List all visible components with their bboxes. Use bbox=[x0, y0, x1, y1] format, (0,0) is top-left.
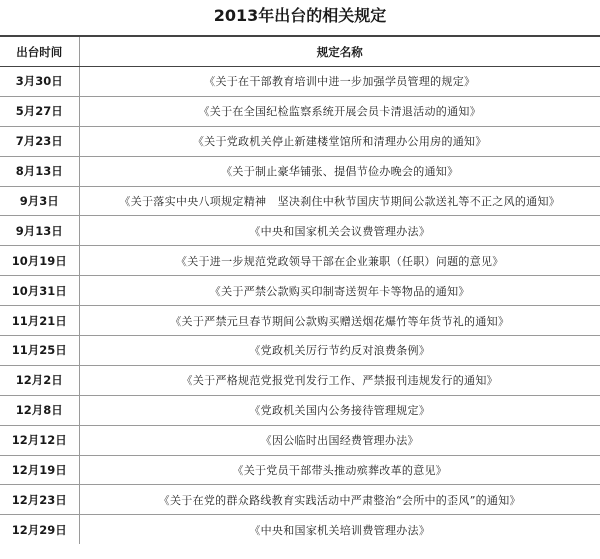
regulation-name-cell: 《关于严格规范党报党刊发行工作、严禁报刊违规发行的通知》 bbox=[79, 365, 600, 395]
regulation-name-cell: 《关于严禁元旦春节期间公款购买赠送烟花爆竹等年货节礼的通知》 bbox=[79, 306, 600, 336]
regulation-name-cell: 《关于党员干部带头推动殡葬改革的意见》 bbox=[79, 455, 600, 485]
regulations-table bbox=[0, 35, 600, 544]
date-cell: 9月13日 bbox=[0, 216, 79, 246]
date-cell: 12月12日 bbox=[0, 425, 79, 455]
regulation-name-cell: 《关于党政机关停止新建楼堂馆所和清理办公用房的通知》 bbox=[79, 126, 600, 156]
table-row bbox=[0, 246, 600, 276]
date-cell: 3月30日 bbox=[0, 67, 79, 97]
regulation-name-cell: 《关于严禁公款购买印制寄送贺年卡等物品的通知》 bbox=[79, 276, 600, 306]
table-row bbox=[0, 96, 600, 126]
date-cell: 11月25日 bbox=[0, 336, 79, 366]
table-row bbox=[0, 515, 600, 544]
table-row bbox=[0, 186, 600, 216]
regulation-name-cell: 《关于在全国纪检监察系统开展会员卡清退活动的通知》 bbox=[79, 96, 600, 126]
date-cell: 12月2日 bbox=[0, 365, 79, 395]
table-row bbox=[0, 216, 600, 246]
table-row bbox=[0, 425, 600, 455]
date-cell: 12月23日 bbox=[0, 485, 79, 515]
regulation-name-cell: 《关于进一步规范党政领导干部在企业兼职（任职）问题的意见》 bbox=[79, 246, 600, 276]
column-header-date: 出台时间 bbox=[0, 36, 79, 67]
table-row bbox=[0, 126, 600, 156]
date-cell: 5月27日 bbox=[0, 96, 79, 126]
table-header-row bbox=[0, 36, 600, 67]
table-row bbox=[0, 156, 600, 186]
date-cell: 12月19日 bbox=[0, 455, 79, 485]
page-title: 2013年出台的相关规定 bbox=[213, 6, 387, 25]
table-row bbox=[0, 336, 600, 366]
table-row bbox=[0, 306, 600, 336]
regulation-name-cell: 《关于在党的群众路线教育实践活动中严肃整治“会所中的歪风”的通知》 bbox=[79, 485, 600, 515]
table-row bbox=[0, 67, 600, 97]
table-row bbox=[0, 365, 600, 395]
date-cell: 10月31日 bbox=[0, 276, 79, 306]
table-row bbox=[0, 485, 600, 515]
date-cell: 12月8日 bbox=[0, 395, 79, 425]
regulation-name-cell: 《关于落实中央八项规定精神 坚决刹住中秋节国庆节期间公款送礼等不正之风的通知》 bbox=[79, 186, 600, 216]
regulation-name-cell: 《党政机关国内公务接待管理规定》 bbox=[79, 395, 600, 425]
regulation-name-cell: 《因公临时出国经费管理办法》 bbox=[79, 425, 600, 455]
table-body bbox=[0, 67, 600, 545]
table-row bbox=[0, 276, 600, 306]
regulation-name-cell: 《中央和国家机关培训费管理办法》 bbox=[79, 515, 600, 544]
date-cell: 8月13日 bbox=[0, 156, 79, 186]
date-cell: 7月23日 bbox=[0, 126, 79, 156]
date-cell: 9月3日 bbox=[0, 186, 79, 216]
date-cell: 11月21日 bbox=[0, 306, 79, 336]
date-cell: 12月29日 bbox=[0, 515, 79, 544]
table-row bbox=[0, 395, 600, 425]
regulation-name-cell: 《党政机关厉行节约反对浪费条例》 bbox=[79, 336, 600, 366]
regulation-name-cell: 《关于在干部教育培训中进一步加强学员管理的规定》 bbox=[79, 67, 600, 97]
date-cell: 10月19日 bbox=[0, 246, 79, 276]
column-header-name: 规定名称 bbox=[79, 36, 600, 67]
regulation-name-cell: 《关于制止豪华铺张、提倡节俭办晚会的通知》 bbox=[79, 156, 600, 186]
table-row bbox=[0, 455, 600, 485]
regulation-name-cell: 《中央和国家机关会议费管理办法》 bbox=[79, 216, 600, 246]
